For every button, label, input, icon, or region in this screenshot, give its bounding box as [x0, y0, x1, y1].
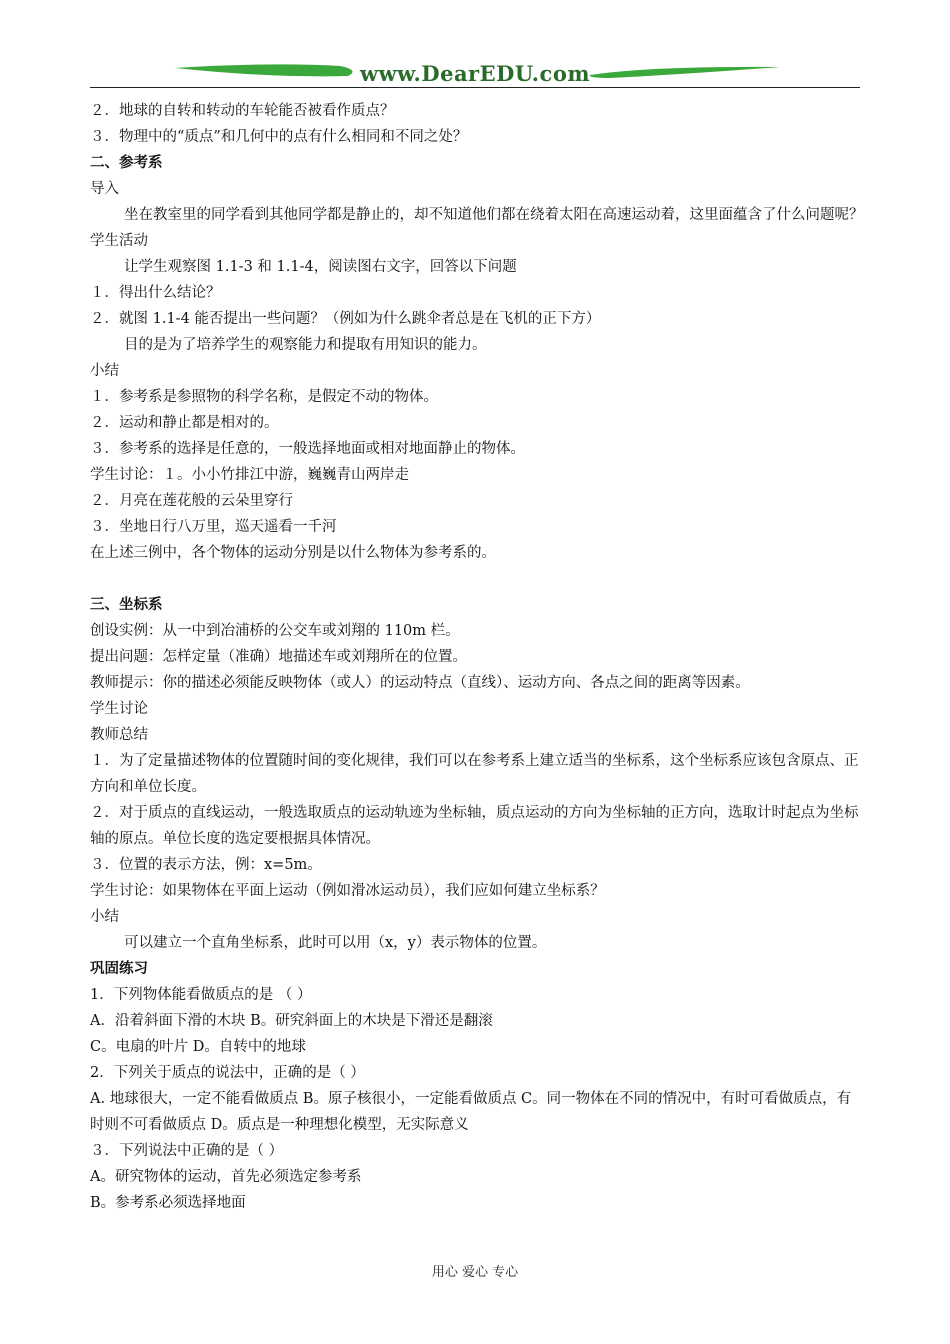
page-footer: 用心 爱心 专心 — [431, 1265, 519, 1280]
text-line: ２．就图 1.1-4 能否提出一些问题？（例如为什么跳伞者总是在飞机的正下方） — [90, 311, 601, 327]
text-line: 目的是为了培养学生的观察能力和提取有用知识的能力。 — [124, 337, 487, 353]
text-line: 学生讨论：１。小小竹排江中游，巍巍青山两岸走 — [90, 467, 409, 483]
text-line: ２．地球的自转和转动的车轮能否被看作质点？ — [90, 103, 395, 119]
text-line: A. 地球很大，一定不能看做质点 B。原子核很小，一定能看做质点 C。同一物体在不同的情况中，有时可看做质点，有时则不可看做质点 D。质点是一种理想化模型，无实际意义 — [90, 1091, 852, 1133]
text-line: １．得出什么结论？ — [90, 285, 221, 301]
site-logo[interactable]: www.DearEDU.com — [359, 61, 591, 86]
text-line: ２．运动和静止都是相对的。 — [90, 415, 279, 431]
text-line: 小结 — [90, 909, 119, 925]
text-line: 学生讨论：如果物体在平面上运动（例如滑冰运动员），我们应如何建立坐标系？ — [90, 883, 605, 899]
text-line: 提出问题：怎样定量（准确）地描述车或刘翔所在的位置。 — [90, 649, 467, 665]
text-line: 创设实例：从一中到冶浦桥的公交车或刘翔的 110m 栏。 — [90, 623, 460, 639]
text-line: ３．坐地日行八万里，巡天遥看一千河 — [90, 519, 337, 535]
text-line: ３．参考系的选择是任意的，一般选择地面或相对地面静止的物体。 — [90, 441, 525, 457]
text-line: ２．月亮在莲花般的云朵里穿行 — [90, 493, 293, 509]
text-line: ２．对于质点的直线运动，一般选取质点的运动轨迹为坐标轴，质点运动的方向为坐标轴的正方向，选取计时起点为坐标轴的原点。单位长度的选定要根据具体情况。 — [90, 805, 859, 847]
text-line: 学生活动 — [90, 233, 148, 249]
text-line: 教师提示：你的描述必须能反映物体（或人）的运动特点（直线）、运动方向、各点之间的距离等因素。 — [90, 675, 750, 691]
text-line: ３．位置的表示方法，例：x=5m。 — [90, 857, 322, 873]
section-heading: 巩固练习 — [90, 960, 148, 977]
text-line: B。参考系必须选择地面 — [90, 1195, 246, 1211]
section-heading: 二、参考系 — [90, 154, 163, 171]
text-line: 导入 — [90, 181, 119, 197]
text-line: 坐在教室里的同学看到其他同学都是静止的，却不知道他们都在绕着太阳在高速运动着，这里面蕴含了什么问题呢？ — [124, 207, 864, 223]
text-line: A。研究物体的运动，首先必须选定参考系 — [90, 1169, 362, 1185]
text-line: 学生讨论 — [90, 701, 148, 717]
section-heading: 三、坐标系 — [90, 596, 163, 613]
text-line: ３．下列说法中正确的是（ ） — [90, 1143, 284, 1159]
text-line: 1．下列物体能看做质点的是 （ ） — [90, 987, 312, 1003]
text-line: 教师总结 — [90, 727, 148, 743]
text-line: 2．下列关于质点的说法中，正确的是（ ） — [90, 1065, 365, 1081]
text-line: 小结 — [90, 363, 119, 379]
text-line: A．沿着斜面下滑的木块 B。研究斜面上的木块是下滑还是翻滚 — [90, 1013, 493, 1029]
text-line: ３．物理中的“质点”和几何中的点有什么相同和不同之处？ — [90, 129, 468, 145]
text-line: １．为了定量描述物体的位置随时间的变化规律，我们可以在参考系上建立适当的坐标系，这个坐标系应该包含原点、正方向和单位长度。 — [90, 753, 859, 795]
blank-line — [90, 566, 865, 592]
text-line: １．参考系是参照物的科学名称，是假定不动的物体。 — [90, 389, 438, 405]
text-line: 在上述三例中，各个物体的运动分别是以什么物体为参考系的。 — [90, 545, 496, 561]
page-header — [90, 58, 860, 90]
text-line: C。电扇的叶片 D。自转中的地球 — [90, 1039, 306, 1055]
header-divider — [90, 87, 860, 88]
text-line: 让学生观察图 1.1-3 和 1.1-4，阅读图右文字，回答以下问题 — [124, 259, 517, 275]
text-line: 可以建立一个直角坐标系，此时可以用（x，y）表示物体的位置。 — [124, 935, 547, 951]
document-body — [90, 98, 865, 1216]
